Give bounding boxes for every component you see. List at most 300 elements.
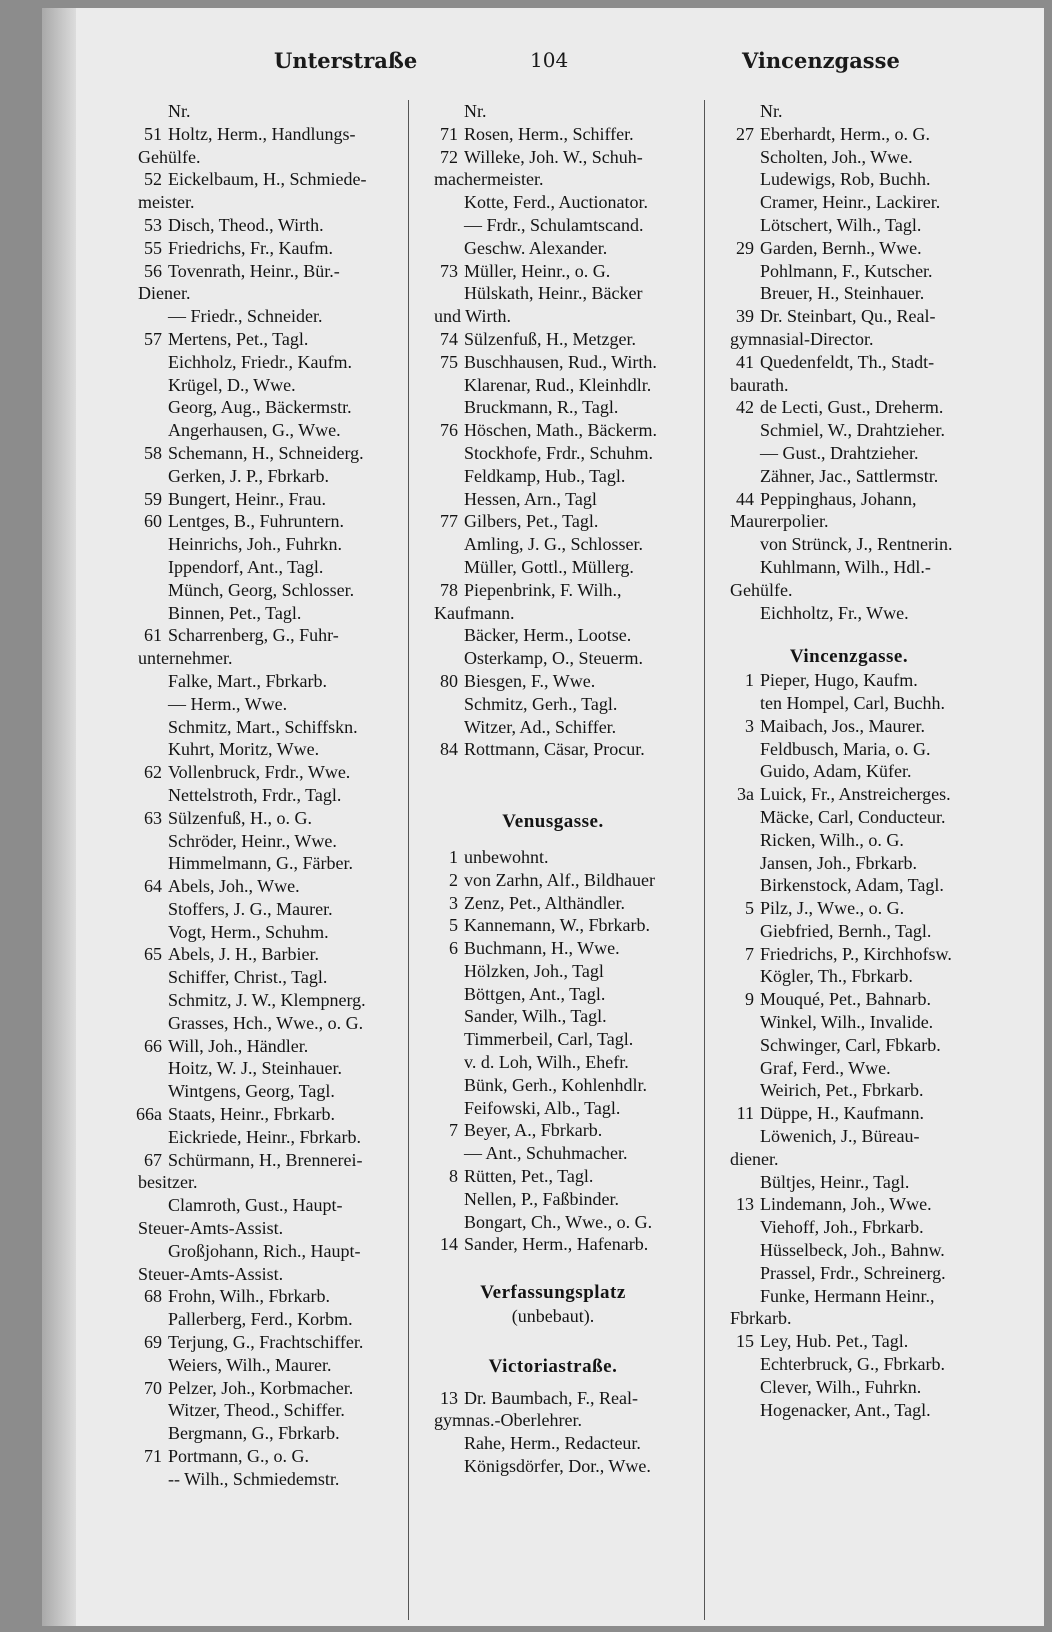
directory-entry — [112, 442, 402, 465]
entry-continuation: Steuer-Amts-Assist. — [138, 1263, 284, 1284]
resident-text: Dr. Baumbach, F., Real- — [464, 1387, 639, 1408]
directory-entry — [408, 1051, 698, 1074]
house-number: 67 — [144, 1149, 162, 1170]
directory-entry — [112, 830, 402, 853]
resident-text: Angerhausen, G., Wwe. — [168, 420, 341, 441]
house-number: 3 — [449, 892, 458, 913]
directory-entry — [704, 305, 994, 328]
directory-entry — [704, 965, 994, 988]
house-number: 71 — [440, 123, 458, 144]
house-number: 66a — [136, 1104, 162, 1125]
directory-entry — [704, 191, 994, 214]
resident-text: Vogt, Herm., Schuhm. — [168, 921, 329, 942]
resident-text: Löwenich, J., Büreau- — [760, 1126, 920, 1147]
resident-text: Rottmann, Cäsar, Procur. — [464, 739, 645, 760]
directory-entry — [408, 960, 698, 983]
directory-entry — [112, 237, 402, 260]
house-number: 7 — [745, 943, 754, 964]
directory-entry — [704, 396, 994, 419]
resident-text: Funke, Hermann Heinr., — [760, 1285, 935, 1306]
resident-text: Hessen, Arn., Tagl — [464, 488, 597, 509]
resident-text: Rütten, Pet., Tagl. — [464, 1166, 594, 1187]
resident-text: Echterbruck, G., Fbrkarb. — [760, 1354, 945, 1375]
directory-entry — [112, 1422, 402, 1445]
entry-continuation: Gehülfe. — [138, 146, 201, 167]
house-number: 57 — [144, 328, 162, 349]
page-number: 104 — [530, 48, 569, 72]
resident-text: Sülzenfuß, H., Metzger. — [464, 328, 636, 349]
house-number: 8 — [449, 1166, 458, 1187]
resident-text: Buchmann, H., Wwe. — [464, 938, 620, 959]
house-number: 60 — [144, 511, 162, 532]
resident-text: Dr. Steinbart, Qu., Real- — [760, 306, 936, 327]
resident-text: — Friedr., Schneider. — [168, 306, 323, 327]
directory-entry — [112, 1126, 402, 1149]
directory-entry — [704, 829, 994, 852]
resident-text: Pelzer, Joh., Korbmacher. — [168, 1377, 354, 1398]
house-number: 3a — [737, 784, 754, 805]
directory-entry — [112, 579, 402, 602]
resident-text: Tovenrath, Heinr., Bür.- — [168, 260, 340, 281]
resident-text: Himmelmann, G., Färber. — [168, 853, 353, 874]
resident-text: Schmitz, J. W., Klempnerg. — [168, 990, 366, 1011]
resident-text: Staats, Heinr., Fbrkarb. — [168, 1104, 335, 1125]
resident-text: Nettelstroth, Frdr., Tagl. — [168, 784, 342, 805]
directory-entry — [408, 1233, 698, 1256]
header-right-street: Vincenzgasse — [742, 48, 900, 73]
directory-entry — [112, 1354, 402, 1377]
resident-text: -- Wilh., Schmiedemstr. — [168, 1468, 340, 1489]
directory-entry — [408, 488, 698, 511]
directory-entry — [408, 693, 698, 716]
resident-text: Ley, Hub. Pet., Tagl. — [760, 1331, 909, 1352]
resident-text: Amling, J. G., Schlosser. — [464, 534, 644, 555]
resident-text: de Lecti, Gust., Dreherm. — [760, 397, 944, 418]
resident-text: Klarenar, Rud., Kleinhdlr. — [464, 374, 652, 395]
resident-text: Pilz, J., Wwe., o. G. — [760, 898, 905, 919]
directory-entry — [112, 214, 402, 237]
entry-continuation: Gehülfe. — [730, 579, 793, 600]
entry-continuation: machermeister. — [434, 169, 544, 190]
house-number: 1 — [745, 670, 754, 691]
directory-entry — [408, 374, 698, 397]
directory-entry — [704, 1079, 994, 1102]
entry-continuation: Fbrkarb. — [730, 1308, 792, 1329]
house-number: 41 — [736, 351, 754, 372]
directory-entry — [408, 510, 698, 533]
resident-text: Kannemann, W., Fbrkarb. — [464, 915, 650, 936]
resident-text: Ricken, Wilh., o. G. — [760, 829, 904, 850]
directory-entry — [408, 146, 698, 169]
directory-entry — [408, 237, 698, 260]
directory-entry — [408, 892, 698, 915]
house-number: 5 — [745, 898, 754, 919]
resident-text: Geschw. Alexander. — [464, 237, 608, 258]
directory-entry — [112, 351, 402, 374]
resident-text: Falke, Mart., Fbrkarb. — [168, 670, 327, 691]
resident-text: Pohlmann, F., Kutscher. — [760, 260, 933, 281]
directory-entry — [704, 260, 994, 283]
resident-text: Eberhardt, Herm., o. G. — [760, 123, 930, 144]
entry-continuation: meister. — [138, 192, 195, 213]
resident-text: Eichholtz, Fr., Wwe. — [760, 602, 909, 623]
spacer — [408, 834, 698, 846]
directory-entry — [112, 1285, 402, 1308]
resident-text: Viehoff, Joh., Fbrkarb. — [760, 1217, 924, 1238]
house-number: 3 — [745, 715, 754, 736]
resident-text: Willeke, Joh. W., Schuh- — [464, 146, 643, 167]
street-heading: Vincenzgasse. — [789, 646, 909, 668]
directory-entry — [704, 943, 994, 966]
resident-text: Rahe, Herm., Redacteur. — [464, 1433, 641, 1454]
spacer — [704, 624, 994, 646]
directory-entry — [112, 305, 402, 328]
directory-entry — [112, 1149, 402, 1172]
directory-entry — [704, 1376, 994, 1399]
column-middle — [408, 100, 698, 1478]
directory-entry — [704, 669, 994, 692]
entry-continuation: Kaufmann. — [434, 602, 515, 623]
directory-entry — [704, 1011, 994, 1034]
resident-text: Maibach, Jos., Maurer. — [760, 715, 925, 736]
directory-entry — [112, 943, 402, 966]
resident-text: Ippendorf, Ant., Tagl. — [168, 556, 324, 577]
house-number: 84 — [440, 739, 458, 760]
resident-text: Königsdörfer, Dor., Wwe. — [464, 1456, 651, 1477]
resident-text: Lötschert, Wilh., Tagl. — [760, 214, 922, 235]
resident-text: Kuhlmann, Wilh., Hdl.- — [760, 556, 931, 577]
directory-entry — [704, 988, 994, 1011]
resident-text: Schwinger, Carl, Fbkarb. — [760, 1034, 941, 1055]
resident-text: Münch, Georg, Schlosser. — [168, 579, 355, 600]
house-number: 80 — [440, 670, 458, 691]
directory-entry — [112, 1035, 402, 1058]
resident-text: — Ant., Schuhmacher. — [464, 1143, 628, 1164]
resident-text: Osterkamp, O., Steuerm. — [464, 648, 643, 669]
directory-entry — [408, 1074, 698, 1097]
house-number: 13 — [736, 1194, 754, 1215]
resident-text: Gilbers, Pet., Tagl. — [464, 511, 599, 532]
directory-entry — [112, 1012, 402, 1035]
directory-entry — [408, 442, 698, 465]
resident-text: Buschhausen, Rud., Wirth. — [464, 351, 657, 372]
resident-text: Winkel, Wilh., Invalide. — [760, 1012, 934, 1033]
resident-text: Peppinghaus, Johann, — [760, 488, 917, 509]
spacer — [408, 1328, 698, 1356]
resident-text: Bongart, Ch., Wwe., o. G. — [464, 1211, 653, 1232]
resident-text: Mäcke, Carl, Conducteur. — [760, 806, 946, 827]
directory-entry — [704, 1034, 994, 1057]
directory-entry — [704, 783, 994, 806]
house-number: 74 — [440, 328, 458, 349]
directory-entry — [408, 1188, 698, 1211]
spacer — [408, 1256, 698, 1282]
resident-text: Will, Joh., Händler. — [168, 1035, 309, 1056]
house-number: 68 — [144, 1286, 162, 1307]
resident-text: Sander, Wilh., Tagl. — [464, 1006, 607, 1027]
resident-text: Bungert, Heinr., Frau. — [168, 488, 326, 509]
directory-entry — [112, 738, 402, 761]
directory-entry — [408, 914, 698, 937]
house-number: 64 — [144, 876, 162, 897]
directory-entry — [704, 1262, 994, 1285]
directory-entry — [704, 123, 994, 146]
resident-text: Mouqué, Pet., Bahnarb. — [760, 989, 931, 1010]
house-number: 42 — [736, 397, 754, 418]
resident-text: Lentges, B., Fuhruntern. — [168, 511, 344, 532]
house-number: 65 — [144, 944, 162, 965]
resident-text: unbewohnt. — [464, 846, 549, 867]
number-column-heading: Nr. — [760, 101, 783, 121]
directory-entry — [704, 351, 994, 374]
resident-text: Kögler, Th., Fbrkarb. — [760, 966, 913, 987]
directory-entry — [112, 921, 402, 944]
resident-text: Friedrichs, Fr., Kaufm. — [168, 237, 333, 258]
entry-continuation: Maurerpolier. — [730, 511, 829, 532]
house-number: 69 — [144, 1332, 162, 1353]
resident-text: Weiers, Wilh., Maurer. — [168, 1354, 332, 1375]
directory-entry — [704, 1057, 994, 1080]
house-number: 73 — [440, 260, 458, 281]
resident-text: Terjung, G., Frachtschiffer. — [168, 1332, 364, 1353]
directory-entry — [112, 396, 402, 419]
header-left-street: Unterstraße — [274, 48, 418, 73]
directory-entry — [112, 1377, 402, 1400]
street-heading: Victoriastraße. — [488, 1355, 618, 1377]
directory-entry — [408, 351, 698, 374]
resident-text: Rosen, Herm., Schiffer. — [464, 123, 634, 144]
resident-text: Vollenbruck, Frdr., Wwe. — [168, 762, 351, 783]
house-number: 55 — [144, 237, 162, 258]
directory-entry — [112, 556, 402, 579]
directory-entry — [408, 260, 698, 283]
resident-text: ten Hompel, Carl, Buchh. — [760, 692, 945, 713]
resident-text: Bergmann, G., Fbrkarb. — [168, 1423, 340, 1444]
resident-text: Feifowski, Alb., Tagl. — [464, 1097, 621, 1118]
directory-entry — [704, 1285, 994, 1308]
resident-text: Feldkamp, Hub., Tagl. — [464, 465, 626, 486]
directory-entry — [704, 897, 994, 920]
directory-entry — [408, 1387, 698, 1410]
entry-continuation: unternehmer. — [138, 648, 233, 669]
directory-entry — [704, 715, 994, 738]
directory-entry — [408, 282, 698, 305]
entry-continuation: baurath. — [730, 374, 789, 395]
street-heading: Verfassungsplatz — [480, 1282, 626, 1304]
entry-continuation: diener. — [730, 1148, 779, 1169]
entry-continuation: Diener. — [138, 283, 191, 304]
directory-entry — [704, 602, 994, 625]
resident-text: Stockhofe, Frdr., Schuhm. — [464, 442, 653, 463]
directory-entry — [112, 761, 402, 784]
house-number: 27 — [736, 123, 754, 144]
directory-entry — [704, 738, 994, 761]
entry-continuation: Steuer-Amts-Assist. — [138, 1218, 284, 1239]
resident-text: Eickelbaum, H., Schmiede- — [168, 169, 367, 190]
resident-text: Frohn, Wilh., Fbrkarb. — [168, 1286, 330, 1307]
resident-text: Bünk, Gerh., Kohlenhdlr. — [464, 1074, 647, 1095]
directory-entry — [704, 214, 994, 237]
resident-text: Friedrichs, P., Kirchhofsw. — [760, 943, 952, 964]
directory-entry — [408, 556, 698, 579]
directory-entry — [704, 920, 994, 943]
resident-text: Hülskath, Heinr., Bäcker — [464, 283, 643, 304]
resident-text: Pieper, Hugo, Kaufm. — [760, 670, 918, 691]
resident-text: Hölzken, Joh., Tagl — [464, 960, 604, 981]
directory-entry — [704, 168, 994, 191]
directory-entry — [112, 1331, 402, 1354]
directory-entry — [112, 852, 402, 875]
directory-entry — [112, 966, 402, 989]
directory-entry — [112, 510, 402, 533]
resident-text: Lindemann, Joh., Wwe. — [760, 1194, 932, 1215]
directory-entry — [112, 374, 402, 397]
resident-text: Birkenstock, Adam, Tagl. — [760, 875, 944, 896]
directory-entry — [704, 692, 994, 715]
house-number: 15 — [736, 1331, 754, 1352]
resident-text: Garden, Bernh., Wwe. — [760, 237, 922, 258]
directory-entry — [408, 647, 698, 670]
directory-entry — [112, 328, 402, 351]
directory-entry — [112, 807, 402, 830]
resident-text: Großjohann, Rich., Haupt- — [168, 1240, 361, 1261]
house-number: 14 — [440, 1234, 458, 1255]
directory-entry — [408, 1028, 698, 1051]
directory-entry — [112, 875, 402, 898]
directory-entry — [112, 784, 402, 807]
house-number: 59 — [144, 488, 162, 509]
column-left — [112, 100, 402, 1491]
directory-entry — [704, 1171, 994, 1194]
resident-text: Mertens, Pet., Tagl. — [168, 328, 309, 349]
resident-text: Grasses, Hch., Wwe., o. G. — [168, 1012, 364, 1033]
resident-text: Clamroth, Gust., Haupt- — [168, 1195, 343, 1216]
directory-entry — [408, 1142, 698, 1165]
directory-entry — [408, 983, 698, 1006]
directory-entry — [704, 1399, 994, 1422]
directory-entry — [408, 670, 698, 693]
directory-entry — [408, 937, 698, 960]
resident-text: Kuhrt, Moritz, Wwe. — [168, 739, 320, 760]
resident-text: Holtz, Herm., Handlungs- — [168, 123, 356, 144]
binding-shadow — [42, 8, 76, 1626]
resident-text: Zenz, Pet., Althändler. — [464, 892, 625, 913]
resident-text: Piepenbrink, F. Wilh., — [464, 579, 622, 600]
directory-entry — [112, 419, 402, 442]
house-number: 6 — [449, 938, 458, 959]
resident-text: Höschen, Math., Bäckerm. — [464, 420, 657, 441]
resident-text: Prassel, Frdr., Schreinerg. — [760, 1262, 946, 1283]
resident-text: Witzer, Theod., Schiffer. — [168, 1400, 345, 1421]
house-number: 51 — [144, 123, 162, 144]
resident-text: Schröder, Heinr., Wwe. — [168, 830, 337, 851]
house-number: 63 — [144, 807, 162, 828]
resident-text: Eichholz, Friedr., Kaufm. — [168, 351, 352, 372]
directory-entry — [704, 146, 994, 169]
directory-entry — [112, 624, 402, 647]
house-number: 78 — [440, 579, 458, 600]
resident-text: Pallerberg, Ferd., Korbm. — [168, 1309, 353, 1330]
directory-entry — [704, 237, 994, 260]
resident-text: Schiffer, Christ., Tagl. — [168, 967, 328, 988]
house-number: 71 — [144, 1446, 162, 1467]
entry-continuation: besitzer. — [138, 1172, 198, 1193]
resident-text: Sander, Herm., Hafenarb. — [464, 1234, 649, 1255]
directory-entry — [112, 602, 402, 625]
resident-text: Jansen, Joh., Fbrkarb. — [760, 852, 917, 873]
resident-text: Abels, Joh., Wwe. — [168, 876, 300, 897]
directory-entry — [112, 1057, 402, 1080]
resident-text: Binnen, Pet., Tagl. — [168, 602, 302, 623]
directory-entry — [704, 465, 994, 488]
resident-text: Schmitz, Mart., Schiffskn. — [168, 716, 358, 737]
column-right — [704, 100, 994, 1421]
directory-entry — [704, 806, 994, 829]
resident-text: Scharrenberg, G., Fuhr- — [168, 625, 339, 646]
directory-entry — [408, 1097, 698, 1120]
entry-continuation: gymnas.-Oberlehrer. — [434, 1410, 582, 1431]
directory-entry — [408, 123, 698, 146]
resident-text: Portmann, G., o. G. — [168, 1446, 309, 1467]
directory-entry — [704, 1353, 994, 1376]
resident-text: Schmitz, Gerh., Tagl. — [464, 693, 618, 714]
resident-text: Sülzenfuß, H., o. G. — [168, 807, 312, 828]
resident-text: Clever, Wilh., Fuhrkn. — [760, 1376, 922, 1397]
directory-entry — [408, 533, 698, 556]
resident-text: Bäcker, Herm., Lootse. — [464, 625, 632, 646]
resident-text: Graf, Ferd., Wwe. — [760, 1057, 891, 1078]
street-note: (unbebaut). — [511, 1306, 595, 1327]
house-number: 5 — [449, 915, 458, 936]
resident-text: v. d. Loh, Wilh., Ehefr. — [464, 1052, 629, 1073]
resident-text: — Frdr., Schulamtscand. — [464, 214, 644, 235]
house-number: 62 — [144, 762, 162, 783]
directory-entry — [704, 419, 994, 442]
directory-entry — [112, 716, 402, 739]
resident-text: Schemann, H., Schneiderg. — [168, 442, 364, 463]
entry-continuation: und Wirth. — [434, 306, 511, 327]
directory-entry — [112, 1445, 402, 1468]
directory-entry — [408, 1165, 698, 1188]
resident-text: Giebfried, Bernh., Tagl. — [760, 920, 932, 941]
directory-entry — [112, 1240, 402, 1263]
resident-text: Heinrichs, Joh., Fuhrkn. — [168, 534, 342, 555]
directory-entry — [112, 989, 402, 1012]
house-number: 29 — [736, 237, 754, 258]
directory-entry — [112, 670, 402, 693]
house-number: 7 — [449, 1120, 458, 1141]
directory-entry — [112, 488, 402, 511]
directory-entry — [408, 1005, 698, 1028]
house-number: 53 — [144, 214, 162, 235]
directory-entry — [408, 624, 698, 647]
directory-entry — [112, 168, 402, 191]
directory-entry — [408, 214, 698, 237]
directory-entry — [704, 1216, 994, 1239]
directory-entry — [112, 898, 402, 921]
resident-text: Breuer, H., Steinhauer. — [760, 283, 925, 304]
resident-text: Witzer, Ad., Schiffer. — [464, 716, 617, 737]
house-number: 72 — [440, 146, 458, 167]
resident-text: von Zarhn, Alf., Bildhauer — [464, 869, 655, 890]
directory-entry — [408, 328, 698, 351]
resident-text: Eickriede, Heinr., Fbrkarb. — [168, 1126, 361, 1147]
directory-entry — [408, 191, 698, 214]
directory-entry — [704, 874, 994, 897]
directory-entry — [112, 533, 402, 556]
resident-text: Georg, Aug., Bäckermstr. — [168, 397, 352, 418]
spacer — [408, 761, 698, 811]
